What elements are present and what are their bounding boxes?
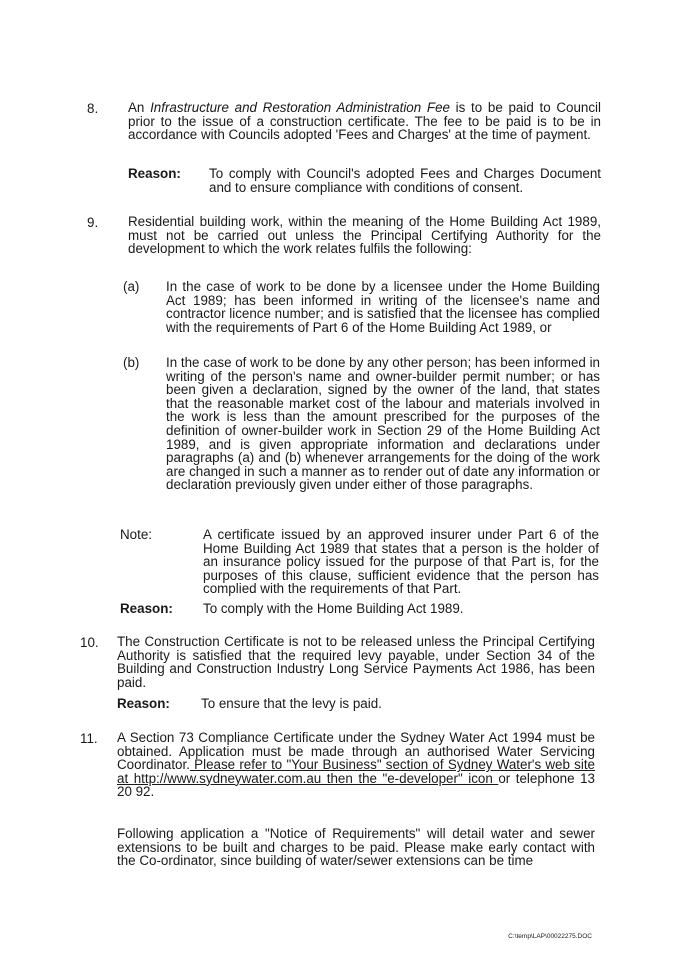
reason-text: To comply with the Home Building Act 1989. xyxy=(203,601,464,616)
item-paragraph: Following application a "Notice of Requirements" will detail water and sewer extensions to be built and charges to be paid. Please make early contact with the Co-ordinator, since building of water/sewer extensions can be time xyxy=(117,826,595,869)
reason-row xyxy=(120,602,600,618)
subitem-label: (a) xyxy=(123,279,140,294)
subitem-text: In the case of work to be done by any other person; has been informed in writing of the person's name and owner-builder permit number; or has been given a declaration, signed by the owner of the land, that states that the reasonable market cost of the labour and materials involved in the work is less than the amount prescribed for the purposes of the definition of owner-builder work in Section 29 of the Home Building Act 1989, and is given appropriate information and declarations under paragraphs (a) and (b) whenever arrangements for the doing of the work are changed in such a manner as to render out of date any information or declaration previously given under either of those paragraphs. xyxy=(166,355,600,493)
reason-text: To comply with Council's adopted Fees and Charges Document and to ensure compliance with conditions of consent. xyxy=(209,166,601,195)
item-number: 10. xyxy=(80,635,99,650)
item-text-plain: A Section 73 Compliance Certificate under the Sydney Water Act 1994 must be obtained. Application must be made through an authorised Water Servicing Coordinator. xyxy=(117,730,595,773)
subitem-text: In the case of work to be done by a licensee under the Home Building Act 1989; has been informed in writing of the licensee's name and contractor licence number; and is satisfied that the licensee has complied with the requirements of Part 6 of the Home Building Act 1989, or xyxy=(166,279,600,335)
item-number: 11. xyxy=(80,731,98,746)
item-text-prefix: An xyxy=(128,100,151,115)
reason-label: Reason: xyxy=(117,696,170,711)
reason-row xyxy=(128,167,608,199)
reason-label: Reason: xyxy=(120,601,173,616)
reason-text: To ensure that the levy is paid. xyxy=(201,696,382,711)
footer-filepath: C:\temp\LAP\00022275.DOC xyxy=(508,933,592,940)
item-text-italic: Infrastructure and Restoration Administration Fee xyxy=(150,100,450,115)
item-number: 8. xyxy=(87,101,99,116)
item-number: 9. xyxy=(87,215,99,230)
item-text: The Construction Certificate is not to be released unless the Principal Certifying Authority is satisfied that the required levy payable, under Section 34 of the Building and Construction Industry Long Service Payments Act 1986, has been paid. xyxy=(117,634,595,690)
item-text xyxy=(128,101,601,142)
item-text-suffix: is to be paid to Council prior to the issue of a construction certificate. The fee to be paid is to be in accordance with Councils adopted 'Fees and Charges' at the time of payment. xyxy=(128,100,601,143)
note-text: A certificate issued by an approved insurer under Part 6 of the Home Building Act 1989 that states that a person is the holder of an insurance policy issued for the purpose of that Part is, for the purposes of this clause, sufficient evidence that the person has complied with the requirements of that Part. xyxy=(203,527,599,597)
reason-label: Reason: xyxy=(128,166,181,181)
item-text xyxy=(117,731,595,799)
item-text-tail: or telephone 13 20 92. xyxy=(117,770,595,800)
sydney-water-link-text[interactable]: Please refer to "Your Business" section of Sydney Water's web site at http://www.sydneywater.com.au then the "e-developer" icon xyxy=(117,757,595,786)
subitem-label: (b) xyxy=(123,355,140,370)
item-text: Residential building work, within the meaning of the Home Building Act 1989, must not be carried out unless the Principal Certifying Authority for the development to which the work relates fulfils the following: xyxy=(128,214,601,257)
reason-row xyxy=(117,697,597,713)
note-label: Note: xyxy=(120,527,153,542)
